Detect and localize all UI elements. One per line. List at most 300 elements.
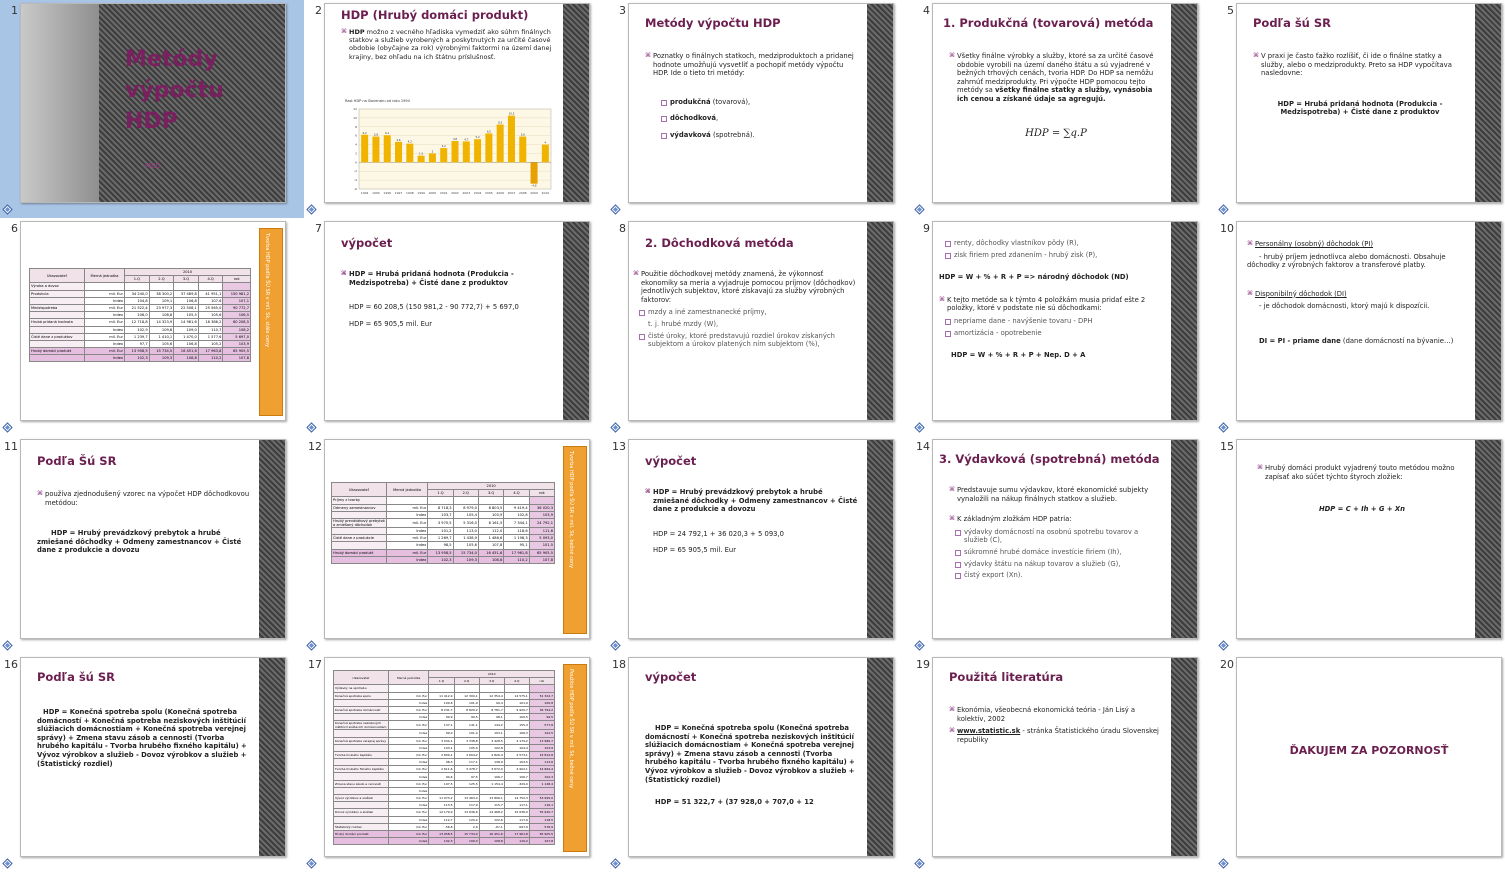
chart-y-tick: 0	[355, 160, 357, 165]
table-cell: 95,1	[504, 542, 529, 549]
table-row	[334, 685, 555, 692]
table-cell	[454, 685, 479, 692]
table-row	[334, 699, 555, 706]
slide-body	[645, 52, 859, 143]
chart-data-label: 4,7	[464, 138, 469, 142]
table-cell: mil. Eur	[85, 319, 125, 326]
slide-title: 2. Dôchodková metóda	[645, 236, 794, 250]
row-label	[334, 838, 389, 845]
table-cell: 99,9	[429, 714, 454, 721]
animation-icon[interactable]	[306, 640, 317, 651]
row-label: Čisté dane z produktov	[30, 333, 85, 340]
table-row	[334, 809, 555, 816]
slide-body	[1253, 52, 1467, 117]
slide-canvas	[932, 3, 1198, 203]
table-cell: 104,8	[125, 297, 150, 304]
slide-number: 7	[315, 222, 322, 235]
slide-number: 12	[308, 440, 322, 453]
animation-icon[interactable]	[610, 640, 621, 651]
table-cell: 101,5	[529, 542, 554, 549]
animation-icon[interactable]	[306, 422, 317, 433]
sub-item: renty, dôchodky vlastníkov pôdy (R),	[945, 239, 1163, 248]
bullet: ⌘ Použitie dôchodkovej metódy znamená, že výkonnosť ekonomiky sa meria a vyjadruje pomocou príjmov (dôchodkov) jednotlivých subjektov, ktoré získavajú za služby výrobných faktorov:	[633, 270, 859, 304]
closing-text: ĎAKUJEM ZA POZORNOSŤ	[1289, 744, 1449, 757]
slide-title: 1. Produkčná (tovarová) metóda	[943, 16, 1154, 30]
slide-thumb-5[interactable]	[1216, 0, 1505, 218]
table-cell: 3 428,5	[479, 737, 504, 744]
bullet: ⌘ HDP = Hrubá pridaná hodnota (Produkcia - Medzispotreba) + Čisté dane z produktov	[341, 270, 555, 287]
chart-x-tick: 2005	[485, 191, 493, 195]
table-cell: 38 300,2	[149, 290, 174, 297]
table-cell: 3 970,5	[428, 518, 453, 527]
slide-body	[949, 52, 1163, 138]
row-label: Tvorba hrubého kapitálu	[334, 751, 389, 758]
table-cell: 1 486,6	[478, 535, 503, 542]
table-cell: 113,6	[529, 759, 554, 766]
table-row	[334, 744, 555, 751]
animation-icon[interactable]	[610, 858, 621, 869]
table-cell: 103,9	[529, 511, 554, 518]
table-cell: 109,3	[453, 556, 478, 563]
slide-number: 3	[619, 4, 626, 17]
slide-canvas	[324, 3, 590, 203]
table-header: Ukazovateľ	[334, 671, 389, 685]
slide-canvas	[628, 3, 894, 203]
animation-icon[interactable]	[1218, 422, 1229, 433]
table-cell	[504, 497, 529, 504]
animation-icon[interactable]	[914, 858, 925, 869]
row-label	[30, 297, 85, 304]
formula	[1247, 337, 1467, 346]
table-cell: 103,7	[428, 511, 453, 518]
animation-icon[interactable]	[1218, 640, 1229, 651]
row-label: Konečná spotreba spolu	[334, 692, 389, 699]
table-cell: 102,3	[529, 773, 554, 780]
row-label: Vývoz výrobkov a služieb	[334, 795, 389, 802]
table-header: 2.Q	[149, 276, 174, 283]
table-cell	[428, 497, 453, 504]
row-label: Príjmy z tvorby	[332, 497, 387, 504]
table-cell: mil. Eur	[389, 830, 429, 837]
bullet	[1247, 240, 1467, 249]
table-cell: 14 323,9	[149, 319, 174, 326]
table-cell: 105,2	[198, 340, 223, 347]
table-cell: 117,1	[504, 802, 529, 809]
table-cell: 51 322,7	[529, 692, 554, 699]
table-cell: 122,6	[479, 816, 504, 823]
animation-icon[interactable]	[1218, 204, 1229, 215]
table-cell: 102,3	[429, 838, 454, 845]
chart-y-tick: -4	[354, 178, 357, 183]
table-cell: 109,1	[149, 297, 174, 304]
table-row	[334, 823, 555, 830]
vertical-title-bar	[563, 446, 587, 634]
slide-number: 5	[1227, 4, 1234, 17]
slide-body	[939, 236, 1163, 360]
table-cell: 1 577,6	[198, 333, 223, 340]
animation-icon[interactable]	[610, 204, 621, 215]
slide-title: Metódy výpočtu HDP	[645, 16, 781, 30]
table-cell: 37 489,8	[174, 290, 199, 297]
chart-bar	[531, 162, 538, 183]
table-cell: Index	[389, 802, 429, 809]
slide-thumb-9[interactable]	[912, 218, 1216, 436]
table-cell: 105,6	[453, 542, 478, 549]
slide-thumb-12[interactable]	[304, 436, 608, 654]
chart-data-label: 4,2	[407, 140, 412, 144]
method-note: ,	[715, 114, 719, 123]
chart-bar	[361, 135, 368, 163]
table-cell: 17 961,8	[504, 549, 529, 556]
slide-number: 9	[923, 222, 930, 235]
table-cell: Index	[387, 511, 428, 518]
link[interactable]: www.statistic.sk	[957, 727, 1021, 736]
formula: HDP = ∑q.P	[1025, 127, 1087, 139]
table-row	[334, 773, 555, 780]
slide-canvas	[628, 657, 894, 857]
slide-number: 20	[1220, 658, 1234, 671]
slide-thumb-13[interactable]	[608, 436, 912, 654]
table-cell: 11 973,2	[429, 795, 454, 802]
table-cell: mil. Eur	[389, 766, 429, 773]
chart-bar	[497, 125, 504, 163]
table-cell: 138,9	[479, 759, 504, 766]
table-row	[30, 333, 251, 340]
table-cell: -67,1	[479, 823, 504, 830]
table-cell: 3 604,2	[454, 751, 479, 758]
sub-item: nepriame dane - navýšenie tovaru - DPH	[945, 317, 1163, 326]
table-cell: 7 344,1	[504, 518, 529, 527]
row-label	[332, 511, 387, 518]
chart-data-label: 6,2	[362, 131, 367, 135]
table-cell	[387, 497, 428, 504]
pattern-strip	[563, 4, 589, 202]
table-cell: 14 664,4	[529, 766, 554, 773]
slide-body	[37, 490, 251, 555]
table-cell: 104,5	[504, 759, 529, 766]
table-row	[334, 737, 555, 744]
table-cell: 106,7	[504, 773, 529, 780]
slide-thumb-8[interactable]	[608, 218, 912, 436]
table-row	[334, 721, 555, 730]
table-header: rok	[529, 678, 554, 685]
slide-thumb-15[interactable]	[1216, 436, 1505, 654]
table-cell: Index	[389, 730, 429, 737]
animation-icon[interactable]	[2, 640, 13, 651]
table-cell: 108,8	[149, 312, 174, 319]
table-cell: 107,1	[223, 297, 251, 304]
chart-bar	[463, 141, 470, 162]
table-cell: 1 410,1	[149, 333, 174, 340]
table-row	[332, 504, 555, 511]
pattern-strip	[259, 440, 285, 638]
table-cell: 12 179,9	[429, 809, 454, 816]
chart-x-tick: 1998	[406, 191, 414, 195]
table-cell	[478, 497, 503, 504]
table-cell: Index	[85, 355, 125, 362]
bullet: ⌘ HDP = Hrubý prevádzkový prebytok a hrubé zmiešané dôchodky + Odmeny zamestnancov + Čisté dane z produkcie a dovozu	[645, 488, 859, 514]
row-label	[334, 802, 389, 809]
table-row	[334, 692, 555, 699]
pattern-strip	[1171, 4, 1197, 202]
pattern-strip	[1171, 440, 1197, 638]
animation-icon[interactable]	[914, 422, 925, 433]
slide-title: výpočet	[645, 670, 697, 684]
row-label: Odmeny zamestnancov	[332, 504, 387, 511]
slide-canvas	[932, 221, 1198, 421]
chart-x-tick: 2008	[518, 191, 527, 195]
table-cell: 2,9	[454, 823, 479, 830]
table-cell: Index	[389, 714, 429, 721]
row-label: Čisté dane z produkcie	[332, 535, 387, 542]
chart-bar	[429, 153, 436, 162]
table-header: 2.Q	[454, 678, 479, 685]
table-year-header: 2010	[429, 671, 555, 678]
chart-x-tick: 1997	[394, 191, 403, 195]
slide-title: Podľa Šú SR	[37, 454, 117, 468]
table-cell: 55 920,7	[529, 809, 554, 816]
slide-thumb-3[interactable]	[608, 0, 912, 218]
chart-bar	[372, 137, 379, 163]
table-header: 4.Q	[504, 490, 529, 497]
row-label	[334, 699, 389, 706]
table-cell: 107,8	[529, 838, 554, 845]
table-row	[334, 830, 555, 837]
table-cell: -329,0	[504, 780, 529, 787]
slide-body	[341, 270, 555, 328]
table-cell: 17 961,8	[504, 830, 529, 837]
table-cell: 108,8	[479, 838, 504, 845]
bullet: ⌘ V praxi je často ťažko rozlíšiť, či ide o finálne statky a služby, alebo o medziprodukty. Preto sa HDP vypočítava nasledovne:	[1253, 52, 1467, 78]
slide-thumb-18[interactable]	[608, 654, 912, 872]
bullet: ⌘ Poznatky o finálnych statkoch, medziproduktoch a pridanej hodnote umožňujú vysvetliť a pochopiť metódy výpočtu HDP. Ide o tieto tri metódy:	[645, 52, 859, 78]
slide-title: Použitá literatúra	[949, 670, 1064, 684]
row-label	[334, 714, 389, 721]
table-cell: 125,5	[454, 780, 479, 787]
slide-number: 2	[315, 4, 322, 17]
table-header: Merná jednotka	[389, 671, 429, 685]
slide-number: 6	[11, 222, 18, 235]
chart-bar	[508, 116, 515, 163]
animation-icon[interactable]	[306, 858, 317, 869]
slide-thumb-4[interactable]	[912, 0, 1216, 218]
chart-bar	[451, 141, 458, 162]
slide-thumb-11[interactable]	[0, 436, 304, 654]
table-cell: 65 905,5	[529, 549, 554, 556]
table-cell: Index	[389, 759, 429, 766]
table-cell: 16 451,6	[479, 830, 504, 837]
slide-thumb-1[interactable]	[0, 0, 304, 218]
data-table	[331, 482, 555, 564]
sub-item: mzdy a iné zamestnanecké príjmy,	[639, 308, 859, 317]
table-cell: 1 148,4	[529, 780, 554, 787]
table-row	[30, 283, 251, 290]
table-cell: -56,8	[429, 823, 454, 830]
chart-caption: Rast HDP na Slovensku od roku 1994	[345, 99, 410, 103]
slide-number: 15	[1220, 440, 1234, 453]
table-cell: 9 920,7	[504, 706, 529, 713]
table-cell: 118,5	[529, 816, 554, 823]
pattern-strip	[867, 658, 893, 856]
table-cell: 137,1	[429, 721, 454, 730]
slide-thumb-16[interactable]	[0, 654, 304, 872]
table-year-header: 2010	[428, 483, 555, 490]
table-cell: 65 905,5	[223, 348, 251, 355]
table-cell: 108,2	[223, 326, 251, 333]
row-label: Dovoz výrobkov a služieb	[334, 809, 389, 816]
table-cell: 697,9	[504, 823, 529, 830]
table-cell: 23 977,3	[149, 304, 174, 311]
slide-canvas	[1236, 657, 1502, 857]
vertical-title: Tvorba HDP podľa ŠÚ SR v mil. Sk, bežné ceny	[568, 451, 574, 569]
animation-icon[interactable]	[306, 204, 317, 215]
table-cell: 98,3	[429, 759, 454, 766]
slide-thumb-2[interactable]	[304, 0, 608, 218]
chart-bar	[395, 142, 402, 162]
animation-icon[interactable]	[914, 640, 925, 651]
slide-thumb-19[interactable]	[912, 654, 1216, 872]
table-cell: 102,8	[479, 744, 504, 751]
table-cell: 110,2	[504, 838, 529, 845]
sub-item: zisk firiem pred zdanením - hrubý zisk (P),	[945, 251, 1163, 260]
table-cell: 8 781,7	[479, 706, 504, 713]
slide-title: Podľa šú SR	[1253, 16, 1332, 30]
slide-thumb-20[interactable]	[1216, 654, 1505, 872]
table-cell: 15 636,0	[504, 809, 529, 816]
row-label: Výroba a dovoz	[30, 283, 85, 290]
table-cell	[453, 497, 478, 504]
chart-data-label: 5,8	[373, 133, 379, 137]
table-cell	[125, 283, 150, 290]
table-cell: 90 772,7	[223, 304, 251, 311]
vertical-title: Použitie HDP podľa ŠÚ SR v mil. Sk, bežné ceny	[568, 669, 574, 789]
method-item	[661, 114, 859, 123]
table-cell: Index	[85, 340, 125, 347]
table-cell	[504, 787, 529, 794]
table-cell: 101,0	[454, 699, 479, 706]
chart-data-label: 2	[431, 150, 434, 154]
calc-line: HDP = 51 322,7 + (37 928,0 + 707,0 + 12	[655, 798, 814, 807]
bullet: ⌘ K tejto metóde sa k týmto 4 položkám musia pridať ešte 2 položky, ktoré v podstate nie sú dôchodkami:	[939, 296, 1163, 313]
table-cell: 1 154,4	[479, 780, 504, 787]
slide-thumb-7[interactable]	[304, 218, 608, 436]
table-cell: mil. Eur	[389, 751, 429, 758]
chart-data-label: 4,8	[452, 138, 458, 141]
table-cell: 17 963,8	[198, 348, 223, 355]
slide-thumb-10[interactable]	[1216, 218, 1505, 436]
table-cell: 117,9	[454, 802, 479, 809]
row-label: Konečná spotreba verejnej správy	[334, 737, 389, 744]
bullet-bold: HDP	[349, 28, 365, 36]
bullet	[949, 52, 1163, 104]
method-item	[661, 98, 859, 107]
animation-icon[interactable]	[2, 204, 13, 215]
table-cell	[504, 685, 529, 692]
table-cell: 106,5	[223, 312, 251, 319]
table-cell	[85, 283, 125, 290]
vertical-title: Tvorba HDP podľa ŠÚ SR v mil. Sk, stále ceny	[264, 233, 270, 348]
term: Personálny (osobný) dôchodok (PI)	[1255, 240, 1374, 248]
slide-thumb-17[interactable]	[304, 654, 608, 872]
slide-title: Podľa šú SR	[37, 670, 116, 684]
formula: HDP = W + % + R + P + Nep. D + A	[951, 351, 1086, 360]
formula-bold: DI = PI - priame dane	[1259, 336, 1341, 345]
table-row	[30, 297, 251, 304]
animation-icon[interactable]	[610, 422, 621, 433]
table-cell: Index	[85, 297, 125, 304]
table-cell: Index	[389, 787, 429, 794]
table-cell: Index	[85, 312, 125, 319]
chart-y-tick: 4	[355, 142, 357, 147]
slide-subtitle: MED	[145, 162, 161, 170]
table-cell: 36 020,3	[529, 504, 554, 511]
table-row	[334, 838, 555, 845]
table-cell: 107,8	[223, 355, 251, 362]
table-cell: 99,4	[479, 699, 504, 706]
table-cell: 6 161,5	[478, 518, 503, 527]
table-cell	[174, 283, 199, 290]
table-cell: mil. Eur	[85, 348, 125, 355]
table-cell: 102,5	[529, 730, 554, 737]
table-cell: 106,3	[504, 730, 529, 737]
table-header: Merná jednotka	[85, 269, 125, 283]
chart-y-tick: 2	[355, 151, 357, 156]
slide-thumb-14[interactable]	[912, 436, 1216, 654]
slide-number: 8	[619, 222, 626, 235]
table-cell: mil. Eur	[389, 692, 429, 699]
slide-thumb-6[interactable]	[0, 218, 304, 436]
table-row	[332, 549, 555, 556]
table-cell: 105,6	[198, 312, 223, 319]
link-description: - stránka Štatistického úradu Slovenskej republiky	[957, 727, 1159, 744]
chart-data-label: 5,2	[475, 136, 480, 140]
table-cell: Index	[389, 744, 429, 751]
chart-x-tick: 2002	[451, 191, 459, 195]
table-cell: 1 438,9	[453, 535, 478, 542]
slide-number: 4	[923, 4, 930, 17]
chart-x-tick: 1995	[372, 191, 380, 195]
chart-bar	[384, 135, 391, 162]
row-label: Výdavky na spotrebu	[334, 685, 389, 692]
table-cell	[149, 283, 174, 290]
table-header: 1.Q	[428, 490, 453, 497]
chart-x-tick: 1996	[383, 191, 392, 195]
table-cell: 98,1	[479, 714, 504, 721]
table-cell: 15 734,0	[453, 549, 478, 556]
animation-icon[interactable]	[2, 422, 13, 433]
animation-icon[interactable]	[2, 858, 13, 869]
table-cell: 105,0	[454, 744, 479, 751]
table-cell: Index	[389, 773, 429, 780]
animation-icon[interactable]	[1218, 858, 1229, 869]
chart-data-label: 1,5	[419, 152, 424, 156]
animation-icon[interactable]	[914, 204, 925, 215]
table-cell: 16 386,2	[198, 319, 223, 326]
slide-number: 14	[916, 440, 930, 453]
table-cell: 104,4	[504, 744, 529, 751]
slide-canvas	[20, 657, 286, 857]
chart-y-tick: 12	[353, 107, 357, 111]
chart-x-tick: 2010	[541, 191, 550, 195]
table-header: 3.Q	[174, 276, 199, 283]
pattern-strip	[1475, 222, 1501, 420]
table-cell: 144,2	[479, 721, 504, 730]
table-cell: 101,2	[428, 527, 453, 534]
table-header: 4.Q	[198, 276, 223, 283]
table-cell: 100,8	[429, 699, 454, 706]
formula: HDP = Hrubý prevádzkový prebytok a hrubé zmiešané dôchodky + Odmeny zamestnancov + Čisté dane z produkcie a dovozu	[37, 529, 242, 555]
table-cell: 36 764,2	[529, 706, 554, 713]
